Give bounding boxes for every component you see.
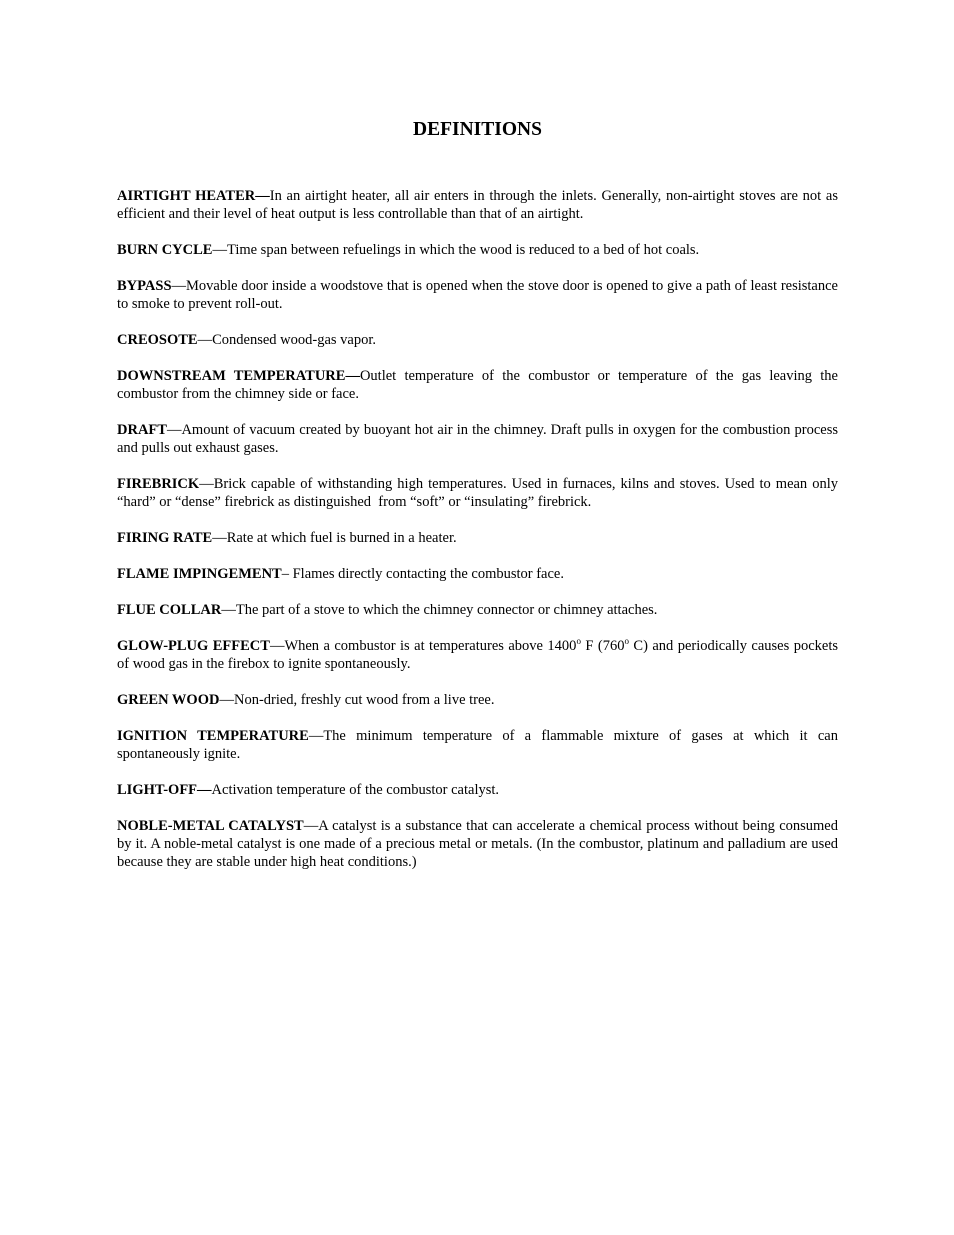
definition-term: DRAFT bbox=[117, 422, 167, 438]
definition-text: —Condensed wood-gas vapor. bbox=[197, 332, 376, 348]
degree-superscript: o bbox=[624, 636, 629, 647]
definition-bypass bbox=[117, 277, 838, 313]
definition-text: In an airtight heater, all air enters in through the inlets. Generally, non-airtight stoves are not as efficient and their level of heat output is less controllable than that of an airtight. bbox=[117, 188, 838, 222]
degree-superscript: o bbox=[576, 636, 581, 647]
definition-term: GREEN WOOD bbox=[117, 692, 220, 708]
definition-term: IGNITION TEMPERATURE bbox=[117, 728, 309, 744]
page-title: DEFINITIONS bbox=[413, 119, 542, 140]
definition-text: —Non-dried, freshly cut wood from a live tree. bbox=[219, 692, 495, 708]
definition-text: Outlet temperature of the combustor or temperature of the gas leaving the combustor from the chimney side or face. bbox=[117, 368, 838, 402]
definition-creosote bbox=[117, 331, 838, 349]
definition-term: BURN CYCLE bbox=[117, 242, 213, 258]
definition-text: – Flames directly contacting the combustor face. bbox=[281, 566, 564, 582]
definition-text: —Amount of vacuum created by buoyant hot air in the chimney. Draft pulls in oxygen for the combustion process and pulls out exhaust gases. bbox=[117, 422, 838, 456]
definition-term: NOBLE-METAL CATALYST bbox=[117, 818, 304, 834]
definition-text: —A catalyst is a substance that can accelerate a chemical process without being consumed by it. A noble-metal catalyst is one made of a precious metal or metals. (In the combustor, platinum and palladium are used because they are stable under high heat conditions.) bbox=[117, 818, 838, 870]
definition-noble-metal-catalyst bbox=[117, 817, 838, 871]
definition-term: FLUE COLLAR bbox=[117, 602, 222, 618]
definition-text: Activation temperature of the combustor catalyst. bbox=[211, 782, 500, 798]
definition-term: BYPASS bbox=[117, 278, 172, 294]
definition-term: FIREBRICK bbox=[117, 476, 200, 492]
definition-light-off bbox=[117, 781, 838, 799]
definition-text: —Rate at which fuel is burned in a heater. bbox=[212, 530, 457, 546]
definition-text: —The minimum temperature of a flammable mixture of gases at which it can spontaneously ignite. bbox=[117, 728, 838, 762]
definition-flame-impingement bbox=[117, 565, 838, 583]
document-page bbox=[117, 118, 842, 889]
definition-text: —When a combustor is at temperatures above 1400 bbox=[269, 638, 577, 654]
definition-text: —Time span between refuelings in which the wood is reduced to a bed of hot coals. bbox=[212, 242, 700, 258]
definition-flue-collar bbox=[117, 601, 838, 619]
definition-airtight-heater bbox=[117, 187, 838, 223]
definition-term: LIGHT-OFF— bbox=[117, 782, 212, 798]
definition-term: FLAME IMPINGEMENT bbox=[117, 566, 282, 582]
definition-term: DOWNSTREAM TEMPERATURE— bbox=[117, 368, 360, 384]
definition-term: FIRING RATE bbox=[117, 530, 213, 546]
definition-burn-cycle bbox=[117, 241, 838, 259]
definition-green-wood bbox=[117, 691, 838, 709]
definition-term: GLOW-PLUG EFFECT bbox=[117, 638, 270, 654]
definition-downstream-temperature bbox=[117, 367, 838, 403]
definition-term: CREOSOTE bbox=[117, 332, 198, 348]
definition-firebrick bbox=[117, 475, 842, 511]
definition-glow-plug-effect bbox=[117, 637, 838, 673]
definition-text: C) and periodically causes pockets of wood gas in the firebox to ignite spontaneously. bbox=[117, 638, 838, 672]
definition-text: —The part of a stove to which the chimney connector or chimney attaches. bbox=[221, 602, 658, 618]
definition-firing-rate bbox=[117, 529, 838, 547]
definition-draft bbox=[117, 421, 838, 457]
definition-term: AIRTIGHT HEATER— bbox=[117, 188, 270, 204]
definition-text: —Brick capable of withstanding high temperatures. Used in furnaces, kilns and stoves. Used to mean only “hard” or “dense” firebrick as distinguished from “soft” or “insulating” firebrick. bbox=[117, 476, 842, 510]
definition-text: F (760 bbox=[580, 638, 625, 654]
definition-text: —Movable door inside a woodstove that is opened when the stove door is opened to give a path of least resistance to smoke to prevent roll-out. bbox=[117, 278, 838, 312]
definition-ignition-temperature bbox=[117, 727, 838, 763]
